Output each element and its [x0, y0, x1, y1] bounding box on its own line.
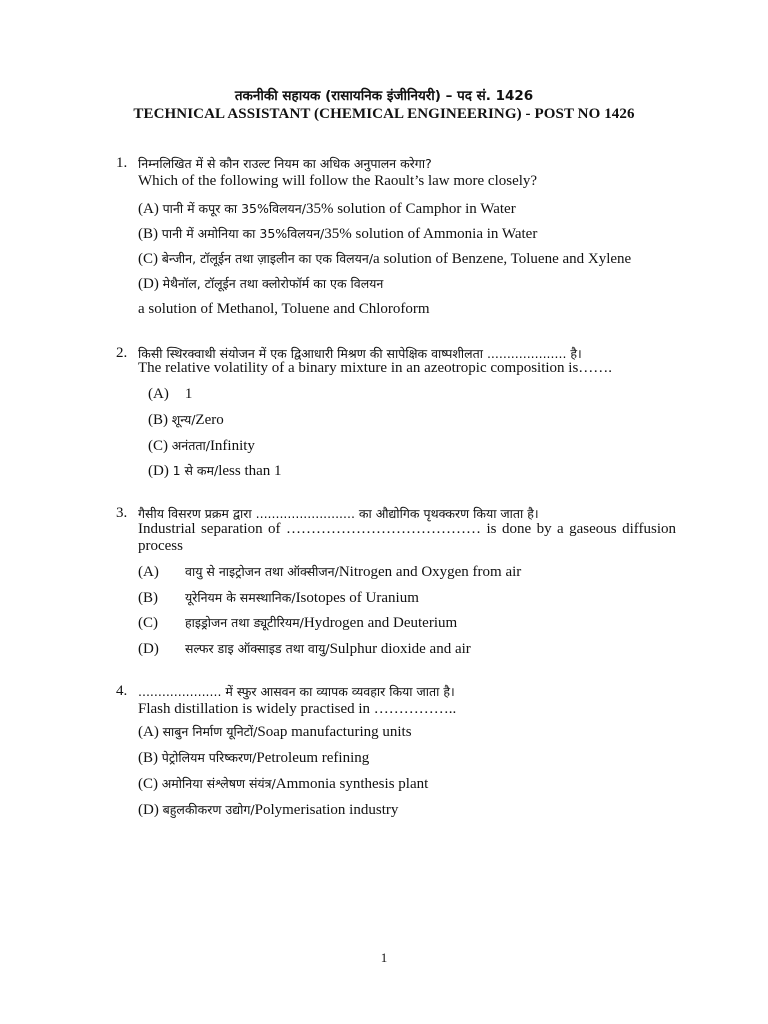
option-text-english: 35% solution of Ammonia in Water — [324, 226, 538, 242]
question-number: 3. — [116, 505, 128, 521]
option-label: (A) — [138, 564, 159, 580]
option-text-english: 35% solution of Camphor in Water — [305, 201, 516, 217]
option-d — [138, 275, 383, 293]
option-text-hindi: सल्फर डाइ ऑक्साइड तथा वायु/ — [185, 641, 330, 656]
option-text-hindi: अनंतता/ — [171, 438, 210, 453]
option-text-hindi: हाइड्रोजन तथा ड्यूटीरियम/ — [185, 615, 304, 630]
option-b — [138, 225, 537, 243]
option-label: (B) — [148, 412, 168, 428]
option-label: (D) — [138, 641, 159, 657]
option-label: (A) — [148, 386, 169, 402]
option-label: (D) — [148, 463, 169, 479]
option-label: (B) — [138, 750, 158, 766]
question-stem-english: Flash distillation is widely practised in …………….. — [138, 701, 457, 717]
option-label: (A) — [138, 201, 159, 217]
option-text-english: Soap manufacturing units — [257, 724, 412, 740]
option-b — [138, 749, 369, 767]
question-number: 4. — [116, 683, 128, 699]
option-b — [138, 589, 419, 607]
option-c — [138, 614, 457, 632]
option-b — [148, 411, 224, 429]
question-number: 2. — [116, 345, 128, 361]
option-a — [148, 386, 192, 403]
option-text-english: Ammonia synthesis plant — [275, 776, 429, 792]
title-english: TECHNICAL ASSISTANT (CHEMICAL ENGINEERING) - POST NO 1426 — [133, 106, 635, 122]
question-stem-hindi: ..................... में स्फुर आसवन का व्यापक व्यवहार किया जाता है। — [138, 684, 455, 699]
title-hindi: तकनीकी सहायक (रासायनिक इंजीनियरी) – पद सं. 1426 — [234, 88, 534, 104]
option-label: (D) — [138, 802, 159, 818]
option-label: (A) — [138, 724, 159, 740]
option-text-english: Nitrogen and Oxygen from air — [338, 564, 522, 580]
option-label: (C) — [138, 776, 158, 792]
option-label: (C) — [138, 251, 158, 267]
option-text-english: Petroleum refining — [256, 750, 370, 766]
option-label: (B) — [138, 226, 158, 242]
option-text-english: less than 1 — [218, 463, 282, 479]
option-a — [138, 723, 412, 741]
option-text-english: Hydrogen and Deuterium — [303, 615, 458, 631]
option-text-hindi: पानी में कपूर का 35%विलयन/ — [162, 201, 306, 216]
option-text-english: 1 — [184, 386, 193, 402]
option-a — [138, 200, 516, 218]
option-text-hindi: मेथैनॉल, टॉलूईन तथा क्लोरोफॉर्म का एक विलयन — [162, 276, 384, 291]
option-label: (B) — [138, 590, 158, 606]
option-text-hindi: पानी में अमोनिया का 35%विलयन/ — [161, 226, 325, 241]
option-text-hindi: साबुन निर्माण यूनिटों/ — [162, 724, 258, 739]
option-text-hindi: वायु से नाइट्रोजन तथा ऑक्सीजन/ — [185, 564, 339, 579]
option-c — [148, 437, 255, 455]
question-stem-hindi: निम्नलिखित में से कौन राउल्ट नियम का अधिक अनुपालन करेगा? — [138, 156, 432, 171]
option-text-hindi: बेन्जीन, टॉलूईन तथा ज़ाइलीन का एक विलयन/ — [161, 251, 374, 266]
option-text-english: Sulphur dioxide and air — [329, 641, 471, 657]
option-c — [138, 775, 428, 793]
option-d — [148, 462, 282, 480]
option-d-english: a solution of Methanol, Toluene and Chloroform — [138, 301, 430, 317]
option-c — [138, 250, 631, 268]
option-text-english: Polymerisation industry — [254, 802, 399, 818]
option-a — [138, 563, 521, 581]
option-text-english: Isotopes of Uranium — [295, 590, 419, 606]
option-text-english: Zero — [195, 412, 224, 428]
option-d — [138, 801, 398, 819]
option-label: (C) — [148, 438, 168, 454]
option-label: (D) — [138, 276, 159, 292]
question-stem-english: Industrial separation of ………………………………… is done by a gaseous diffusion process — [138, 521, 676, 554]
option-d — [138, 640, 471, 658]
option-text-hindi: यूरेनियम के समस्थानिक/ — [185, 590, 296, 605]
option-text-english: a solution of Benzene, Toluene and Xylene — [373, 251, 632, 267]
question-number: 1. — [116, 155, 128, 171]
question-stem-hindi: गैसीय विसरण प्रक्रम द्वारा ......................... का औद्योगिक पृथक्करण किया जाता है। — [138, 506, 539, 521]
option-text-hindi: बहुलकीकरण उद्योग/ — [162, 802, 255, 817]
option-text-hindi: 1 से कम/ — [172, 463, 219, 478]
option-label: (C) — [138, 615, 158, 631]
page-number: 1 — [380, 950, 388, 965]
question-stem-english: The relative volatility of a binary mixture in an azeotropic composition is……. — [138, 360, 613, 376]
question-stem-hindi: किसी स्थिरक्वाथी संयोजन में एक द्विआधारी मिश्रण की सापेक्षिक वाष्पशीलता .................... है। — [138, 346, 582, 361]
option-text-hindi: अमोनिया संश्लेषण संयंत्र/ — [161, 776, 276, 791]
option-text-english: Infinity — [209, 438, 255, 454]
question-stem-english: Which of the following will follow the Raoult’s law more closely? — [138, 173, 538, 189]
option-text-hindi: पेट्रोलियम परिष्करण/ — [161, 750, 257, 765]
option-text-hindi: शून्य/ — [171, 412, 196, 427]
